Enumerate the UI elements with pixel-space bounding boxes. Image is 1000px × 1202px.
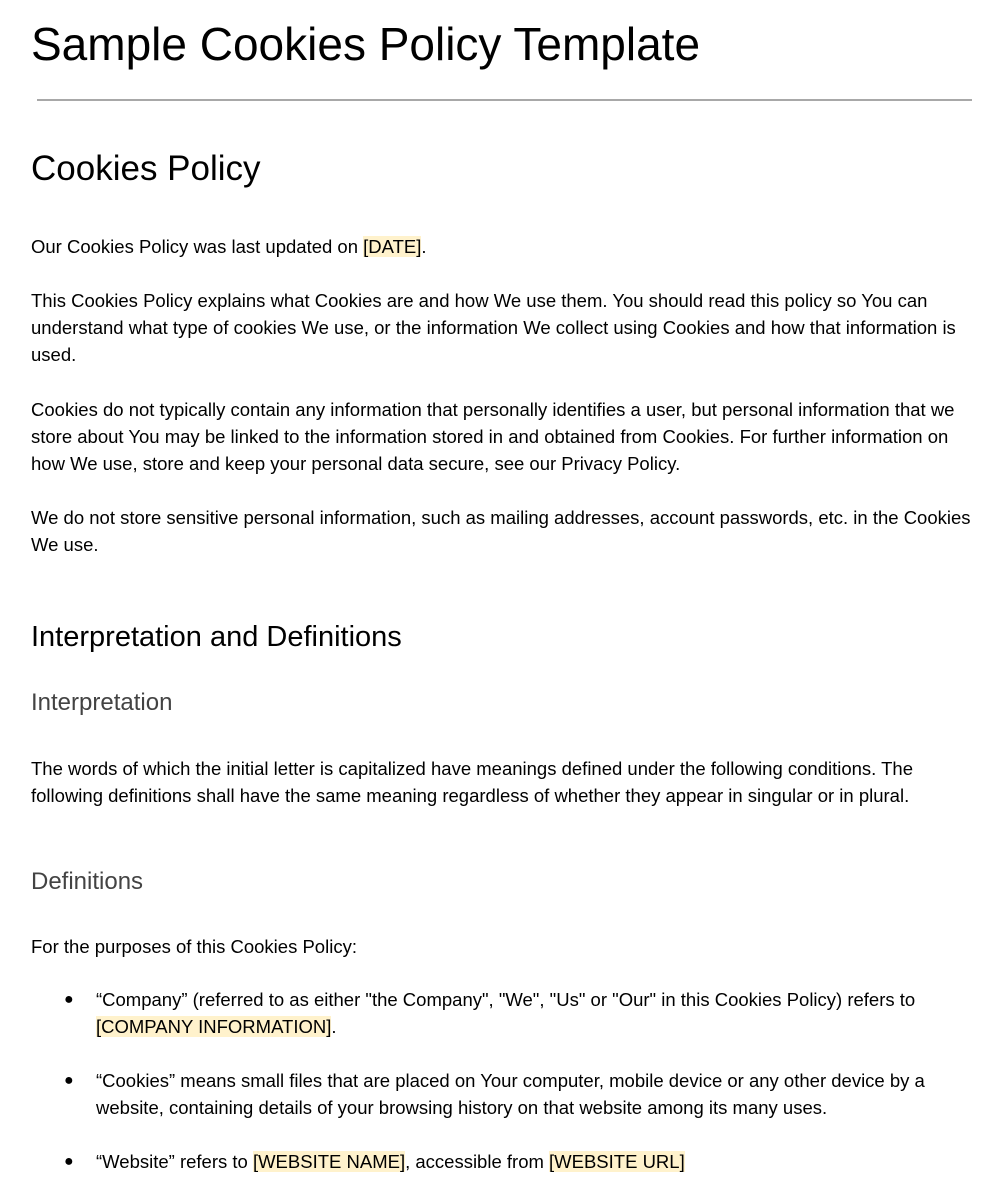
- definitions-intro: For the purposes of this Cookies Policy:: [31, 936, 357, 957]
- definition-company: [31, 986, 981, 1040]
- definition-website-text: “Website” refers to: [96, 1151, 253, 1172]
- last-updated-suffix: .: [421, 236, 427, 257]
- last-updated-prefix: Our Cookies Policy was last updated on: [31, 236, 364, 257]
- definition-website-middle: , accessible from: [405, 1151, 550, 1172]
- paragraph-cookies-explained: This Cookies Policy explains what Cookies are and how We use them. You should read this policy so You can understand what type of cookies We use, or the information We collect using Cookies and how that information is used.: [31, 290, 956, 365]
- paragraph-sensitive-information: We do not store sensitive personal information, such as mailing addresses, account passwords, etc. in the Cookies We use.: [31, 507, 971, 555]
- horizontal-divider: [37, 99, 972, 101]
- heading-cookies-policy: Cookies Policy: [31, 149, 261, 188]
- bullet-icon: ●: [64, 1153, 74, 1170]
- subheading-interpretation: Interpretation: [31, 689, 173, 716]
- bullet-icon: ●: [64, 991, 74, 1008]
- definition-cookies-text: “Cookies” means small files that are placed on Your computer, mobile device or any other device by a website, containing details of your browsing history on that website among its many uses.: [96, 1070, 925, 1118]
- subheading-definitions: Definitions: [31, 868, 144, 895]
- company-information-placeholder: [COMPANY INFORMATION]: [96, 1016, 332, 1037]
- last-updated-paragraph: [31, 233, 976, 260]
- heading-interpretation-definitions: Interpretation and Definitions: [31, 621, 402, 653]
- paragraph-personal-information: Cookies do not typically contain any information that personally identifies a user, but personal information that we store about You may be linked to the information stored in and obtained from Cookies. For further information on how We use, store and keep your personal data secure, see our Privacy Policy.: [31, 399, 955, 474]
- definition-cookies: [31, 1067, 981, 1121]
- definition-company-text: “Company” (referred to as either "the Company", "We", "Us" or "Our" in this Cookies Policy) refers to: [96, 989, 916, 1010]
- definition-company-suffix: .: [331, 1016, 337, 1037]
- document-title: Sample Cookies Policy Template: [31, 18, 701, 70]
- definitions-list: [31, 986, 991, 1202]
- date-placeholder: [DATE]: [363, 236, 422, 257]
- bullet-icon: ●: [64, 1072, 74, 1089]
- website-url-placeholder: [WEBSITE URL]: [549, 1151, 685, 1172]
- website-name-placeholder: [WEBSITE NAME]: [252, 1151, 406, 1172]
- definition-website: [31, 1148, 981, 1175]
- paragraph-interpretation: The words of which the initial letter is capitalized have meanings defined under the following conditions. The following definitions shall have the same meaning regardless of whether they appear in singular or in plural.: [31, 758, 914, 806]
